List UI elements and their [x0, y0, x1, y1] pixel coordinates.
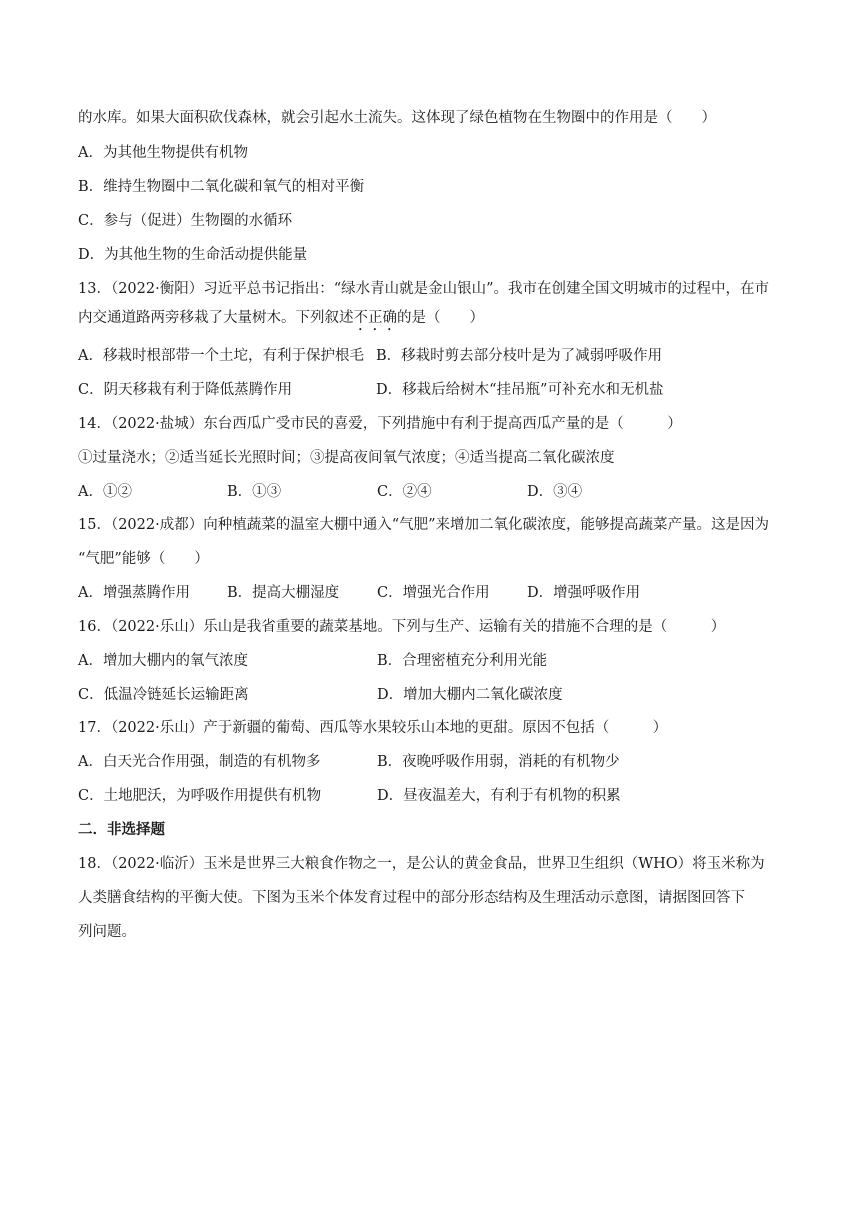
q15-option-d: D．增强呼吸作用	[527, 585, 641, 601]
q13-stem-line2	[78, 308, 484, 334]
q13-option-c: C．阴天移栽有利于降低蒸腾作用	[78, 382, 293, 398]
q12-option-a: A．为其他生物提供有机物	[78, 145, 248, 161]
q13-stem-line2-pre: 内交通道路两旁移栽了大量树木。下列叙述	[78, 310, 354, 326]
q14-stem-line2: ①过量浇水；②适当延长光照时间；③提高夜间氧气浓度；④适当提高二氧化碳浓度	[78, 450, 615, 466]
q16-stem-line1: 16．（2022·乐山）乐山是我省重要的蔬菜基地。下列与生产、运输有关的措施不合理的是（ ）	[78, 619, 726, 635]
q17-stem-line1: 17．（2022·乐山）产于新疆的葡萄、西瓜等水果较乐山本地的更甜。原因不包括（ ）	[78, 720, 668, 736]
q15-stem-line2: “气肥”能够（ ）	[78, 551, 209, 567]
q16-option-a: A．增加大棚内的氧气浓度	[78, 653, 248, 669]
q14-option-b: B．①③	[227, 484, 282, 500]
q14-stem-line1: 14．（2022·盐城）东台西瓜广受市民的喜爱，下列措施中有利于提高西瓜产量的是（ ）	[78, 416, 682, 432]
q13-option-b: B．移栽时剪去部分枝叶是为了减弱呼吸作用	[376, 348, 663, 364]
q12-stem-tail: 的水库。如果大面积砍伐森林，就会引起水土流失。这体现了绿色植物在生物圈中的作用是（ ）	[78, 110, 716, 126]
q17-option-a: A．白天光合作用强，制造的有机物多	[78, 754, 321, 770]
q12-option-d: D．为其他生物的生命活动提供能量	[78, 247, 308, 263]
q14-option-d: D．③④	[527, 484, 583, 500]
q15-stem-line1: 15．（2022·成都）向种植蔬菜的温室大棚中通入“气肥”来增加二氧化碳浓度，能够提高蔬菜产量。这是因为	[78, 517, 770, 533]
q17-option-b: B．夜晚呼吸作用弱，消耗的有机物少	[377, 754, 620, 770]
q18-stem-line3: 列问题。	[78, 924, 136, 940]
q13-stem-line1: 13．（2022·衡阳）习近平总书记指出：“绿水青山就是金山银山”。我市在创建全国文明城市的过程中，在市	[78, 281, 770, 297]
q18-stem-line1: 18．（2022·临沂）玉米是世界三大粮食作物之一，是公认的黄金食品，世界卫生组织（WHO）将玉米称为	[78, 856, 765, 872]
q15-option-b: B．提高大棚湿度	[227, 585, 340, 601]
q16-option-b: B．合理密植充分利用光能	[377, 653, 548, 669]
q12-option-b: B．维持生物圈中二氧化碳和氧气的相对平衡	[78, 179, 365, 195]
q17-option-c: C．土地肥沃，为呼吸作用提供有机物	[78, 788, 322, 804]
q15-option-a: A．增强蒸腾作用	[78, 585, 190, 601]
q12-option-c: C．参与（促进）生物圈的水循环	[78, 213, 293, 229]
q16-option-d: D．增加大棚内二氧化碳浓度	[377, 687, 563, 703]
q18-stem-line2: 人类膳食结构的平衡大使。下图为玉米个体发育过程中的部分形态结构及生理活动示意图，请据图回答下	[78, 890, 745, 906]
q13-option-d: D．移栽后给树木“挂吊瓶”可补充水和无机盐	[376, 382, 664, 398]
q14-option-c: C．②④	[377, 484, 432, 500]
q13-emphasis-not-correct: 不正确	[353, 310, 397, 326]
q17-option-d: D．昼夜温差大，有利于有机物的积累	[377, 788, 621, 804]
q13-stem-line2-post: 的是（ ）	[397, 310, 484, 326]
section-heading-non-choice: 二．非选择题	[78, 821, 165, 838]
q13-option-a: A．移栽时根部带一个土坨，有利于保护根毛	[78, 348, 364, 364]
q16-option-c: C．低温冷链延长运输距离	[78, 687, 249, 703]
q15-option-c: C．增强光合作用	[377, 585, 490, 601]
q14-option-a: A．①②	[78, 484, 132, 500]
